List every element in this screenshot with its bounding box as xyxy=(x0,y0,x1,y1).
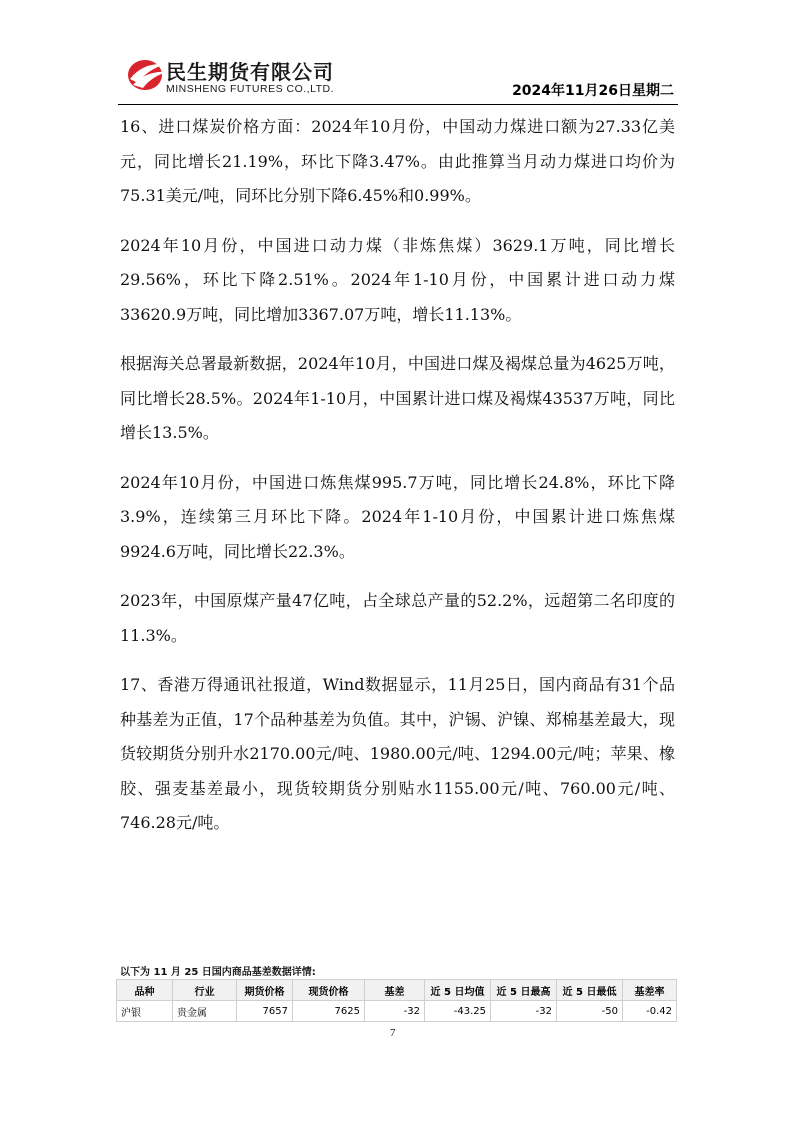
column-header: 近 5 日最低 xyxy=(557,980,623,1001)
brand-name-en: MINSHENG FUTURES CO.,LTD. xyxy=(166,83,335,95)
column-header: 近 5 日均值 xyxy=(425,980,491,1001)
column-header: 基差率 xyxy=(623,980,677,1001)
column-header: 近 5 日最高 xyxy=(491,980,557,1001)
paragraph: 2024年10月份，中国进口动力煤（非炼焦煤）3629.1万吨，同比增长29.56%，环比下降2.51%。2024年1-10月份，中国累计进口动力煤33620.9万吨，同比增加3367.07万吨，增长11.13%。 xyxy=(120,235,675,324)
report-date: 2024年11月26日星期二 xyxy=(512,83,674,99)
table-cell: 贵金属 xyxy=(173,1001,237,1022)
table-cell: -0.42 xyxy=(623,1001,677,1022)
brand-name-cn: 民生期货有限公司 xyxy=(166,60,334,84)
article-body xyxy=(120,110,675,841)
minsheng-logo-icon xyxy=(124,54,168,94)
column-header: 现货价格 xyxy=(293,980,365,1001)
table-cell: -32 xyxy=(365,1001,425,1022)
page-header xyxy=(118,52,678,105)
table-header-row xyxy=(117,980,677,1001)
table-cell: 7625 xyxy=(293,1001,365,1022)
paragraph: 2024年10月份，中国进口炼焦煤995.7万吨，同比增长24.8%，环比下降3.9%，连续第三月环比下降。2024年1-10月份，中国累计进口炼焦煤9924.6万吨，同比增长22.3%。 xyxy=(120,472,675,561)
basis-data-table xyxy=(116,979,677,1022)
column-header: 行业 xyxy=(173,980,237,1001)
table-caption: 以下为 11 月 25 日国内商品基差数据详情: xyxy=(120,967,316,978)
paragraph: 16、进口煤炭价格方面：2024年10月份，中国动力煤进口额为27.33亿美元，同比增长21.19%，环比下降3.47%。由此推算当月动力煤进口均价为75.31美元/吨，同环比分别下降6.45%和0.99%。 xyxy=(120,117,675,205)
table-cell: 沪银 xyxy=(117,1001,173,1022)
paragraph: 17、香港万得通讯社报道，Wind数据显示，11月25日，国内商品有31个品种基差为正值，17个品种基差为负值。其中，沪锡、沪镍、郑棉基差最大，现货较期货分别升水2170.00元/吨、1980.00元/吨、1294.00元/吨；苹果、橡胶、强麦基差最小，现货较期货分别贴水1155.00元/吨、760.00元/吨、746.28元/吨。 xyxy=(120,675,675,832)
table-cell: 7657 xyxy=(237,1001,293,1022)
column-header: 期货价格 xyxy=(237,980,293,1001)
column-header: 品种 xyxy=(117,980,173,1001)
table-row xyxy=(117,1001,677,1022)
paragraph: 2023年，中国原煤产量47亿吨，占全球总产量的52.2%，远超第二名印度的11.3%。 xyxy=(120,591,675,645)
table-cell: -32 xyxy=(491,1001,557,1022)
table-cell: -43.25 xyxy=(425,1001,491,1022)
page-number: 7 xyxy=(390,1027,396,1039)
table-cell: -50 xyxy=(557,1001,623,1022)
column-header: 基差 xyxy=(365,980,425,1001)
paragraph: 根据海关总署最新数据，2024年10月，中国进口煤及褐煤总量为4625万吨，同比增长28.5%。2024年1-10月，中国累计进口煤及褐煤43537万吨，同比增长13.5%。 xyxy=(120,354,675,442)
